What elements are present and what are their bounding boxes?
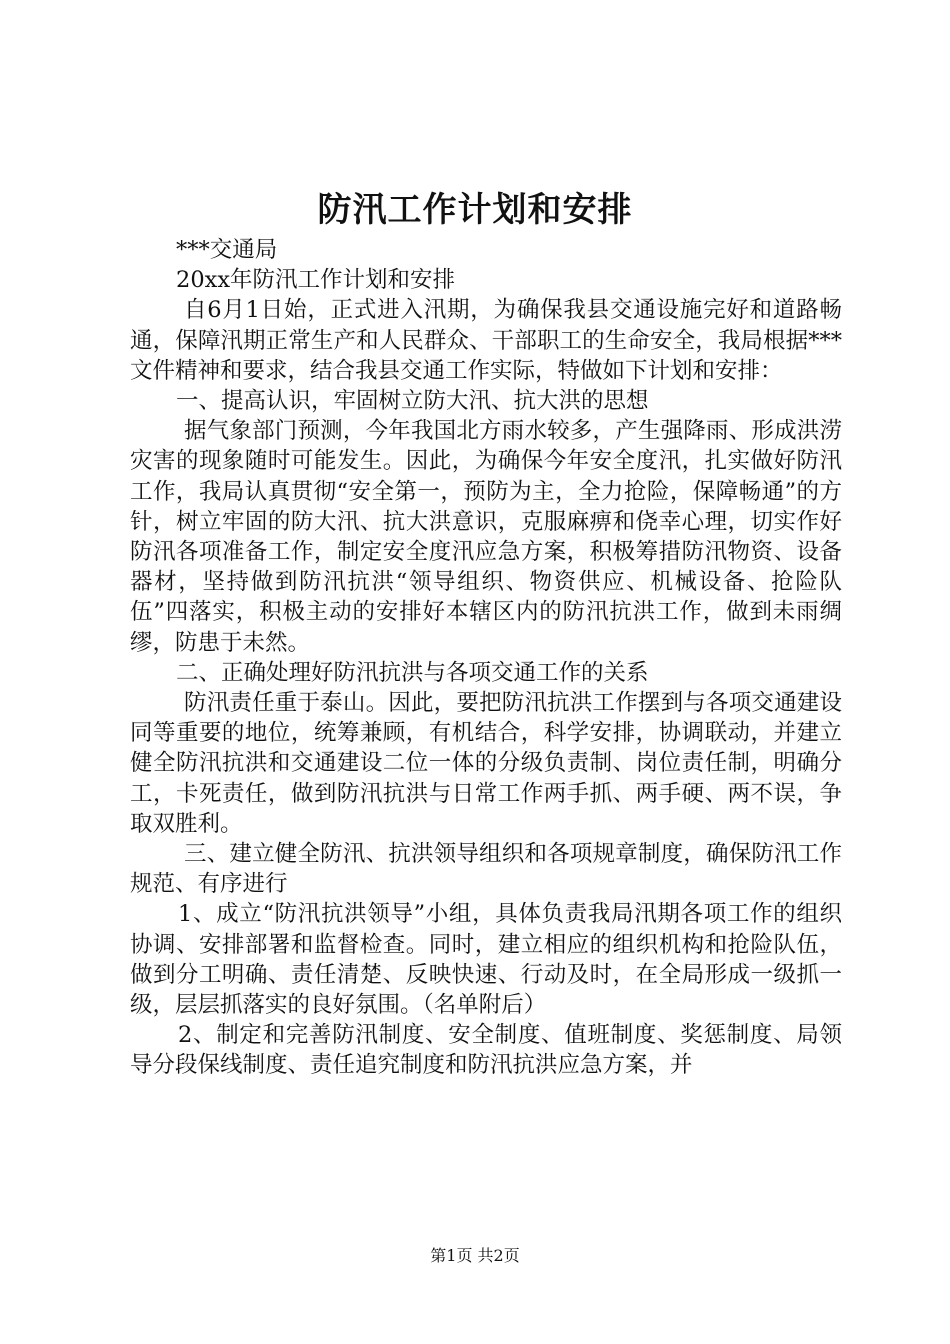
intro-paragraph: 自6月1日始，正式进入汛期，为确保我县交通设施完好和道路畅通，保障汛期正常生产和人民群众、干部职工的生命安全，我局根据***文件精神和要求，结合我县交通工作实际，特做如下计划和安排： (130, 297, 842, 384)
list-item-1: 1、成立“防汛抗洪领导”小组，具体负责我局汛期各项工作的组织协调、安排部署和监督检查。同时，建立相应的组织机构和抢险队伍，做到分工明确、责任清楚、反映快速、行动及时，在全局形成一级抓一级，层层抓落实的良好氛围。（名单附后） (130, 901, 842, 1019)
subtitle-line: 20xx年防汛工作计划和安排 (176, 267, 456, 294)
section-heading-2: 二、正确处理好防汛抗洪与各项交通工作的关系 (176, 659, 649, 686)
body-paragraph-1: 据气象部门预测，今年我国北方雨水较多，产生强降雨、形成洪涝灾害的现象随时可能发生。因此，为确保今年安全度汛，扎实做好防汛工作，我局认真贯彻“安全第一，预防为主，全力抢险，保障畅通”的方针，树立牢固的防大汛、抗大洪意识，克服麻痹和侥幸心理，切实作好防汛各项准备工作，制定安全度汛应急方案，积极筹措防汛物资、设备器材，坚持做到防汛抗洪“领导组织、物资供应、机械设备、抢险队伍”四落实，积极主动的安排好本辖区内的防汛抗洪工作，做到未雨绸缪，防患于未然。 (130, 418, 842, 656)
document-title: 防汛工作计划和安排 (317, 190, 633, 230)
issuer-line: ***交通局 (176, 237, 278, 263)
list-item-2: 2、制定和完善防汛制度、安全制度、值班制度、奖惩制度、局领导分段保线制度、责任追究制度和防汛抗洪应急方案，并 (130, 1022, 842, 1079)
document-body (130, 235, 842, 1081)
section-heading-1: 一、提高认识，牢固树立防大汛、抗大洪的思想 (176, 388, 649, 415)
section-heading-3: 三、建立健全防汛、抗洪领导组织和各项规章制度，确保防汛工作规范、有序进行 (130, 841, 842, 898)
page-footer: 第1页 共2页 (430, 1246, 520, 1265)
body-paragraph-2: 防汛责任重于泰山。因此，要把防汛抗洪工作摆到与各项交通建设同等重要的地位，统筹兼顾，有机结合，科学安排，协调联动，并建立健全防汛抗洪和交通建设二位一体的分级负责制、岗位责任制，明确分工，卡死责任，做到防汛抗洪与日常工作两手抓、两手硬、两不误，争取双胜利。 (130, 690, 842, 837)
